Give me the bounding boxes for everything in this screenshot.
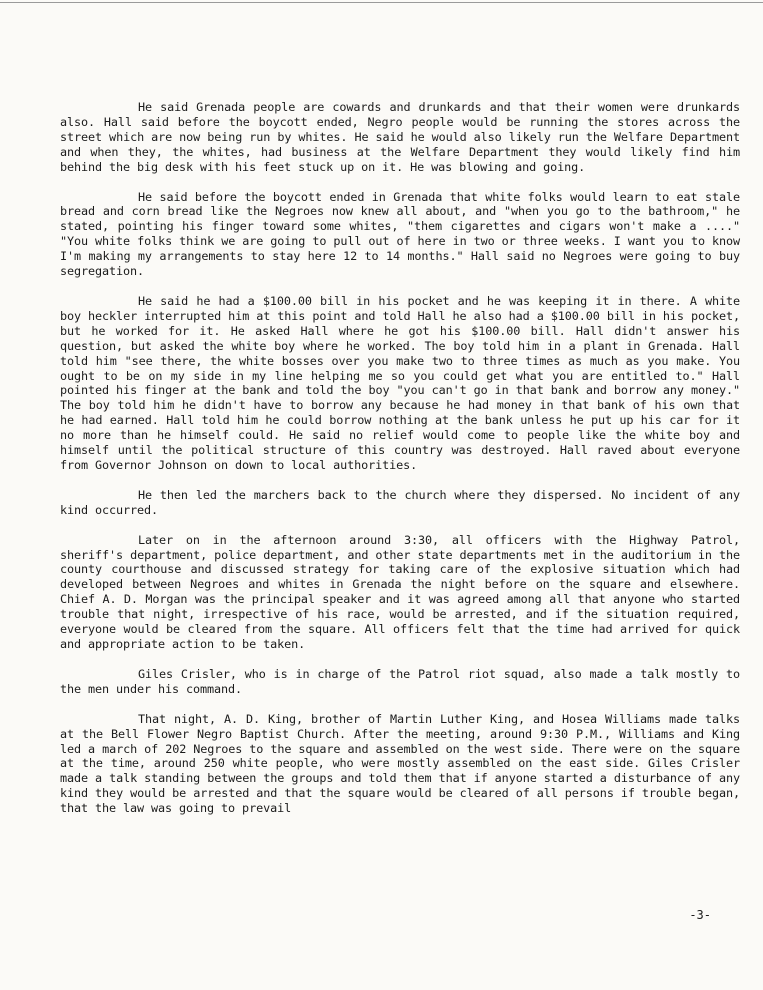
paragraph-2: He said before the boycott ended in Grenada that white folks would learn to eat stale bread and corn bread like the Negroes now knew all about, and "when you go to the bathroom," he stated, pointing his finger toward some whites, "them cigarettes and cigars won't make a ...." "You white folks think we are going to pull out of here in two or three weeks. I want you to know I'm making my arrangements to stay here 12 to 14 months." Hall said no Negroes were going to buy segregation. — [60, 189, 740, 279]
paragraph-3: He said he had a $100.00 bill in his pocket and he was keeping it in there. A white boy heckler interrupted him at this point and told Hall he also had a $100.00 bill in his pocket, but he worked for it. He asked Hall where he got his $100.00 bill. Hall didn't answer his question, but asked the white boy where he worked. The boy told him in a plant in Grenada. Hall told him "see there, the white bosses over you make two to three times as much as you make. You ought to be on my side in my line helping me so you could get what you are entitled to." Hall pointed his finger at the bank and told the boy "you can't go in that bank and borrow any money." The boy told him he didn't have to borrow any because he had money in that bank of his own that he had earned. Hall told him he could borrow nothing at the bank unless he put up his car for it no more than he himself could. He said no relief would come to people like the white boy and himself until the political structure of this country was destroyed. Hall raved about everyone from Governor Johnson on down to local authorities. — [60, 293, 740, 472]
paragraph-5: Later on in the afternoon around 3:30, all officers with the Highway Patrol, sheriff's department, police department, and other state departments met in the auditorium in the county courthouse and discussed strategy for taking care of the explosive situation which had developed between Negroes and whites in Grenada the night before on the square and elsewhere. Chief A. D. Morgan was the principal speaker and it was agreed among all that anyone who started trouble that night, irrespective of his race, would be arrested, and if the situation required, everyone would be cleared from the square. All officers felt that the time had arrived for quick and appropriate action to be taken. — [60, 532, 740, 651]
paragraph-1: He said Grenada people are cowards and drunkards and that their women were drunkards also. Hall said before the boycott ended, Negro people would be running the stores across the street which are now being run by whites. He said he would also likely run the Welfare Department and when they, the whites, had business at the Welfare Department they would likely find him behind the big desk with his feet stuck up on it. He was blowing and going. — [60, 100, 740, 174]
page-number: -3- — [689, 908, 711, 922]
paragraph-4: He then led the marchers back to the church where they dispersed. No incident of any kind occurred. — [60, 487, 740, 517]
document-page — [60, 100, 740, 831]
paragraph-6: Giles Crisler, who is in charge of the Patrol riot squad, also made a talk mostly to the men under his command. — [60, 666, 740, 696]
scan-edge-line — [0, 2, 763, 3]
paragraph-7: That night, A. D. King, brother of Martin Luther King, and Hosea Williams made talks at the Bell Flower Negro Baptist Church. After the meeting, around 9:30 P.M., Williams and King led a march of 202 Negroes to the square and assembled on the west side. There were on the square at the time, around 250 white people, who were mostly assembled on the east side. Giles Crisler made a talk standing between the groups and told them that if anyone started a disturbance of any kind they would be arrested and that the square would be cleared of all persons if trouble began, that the law was going to prevail — [60, 711, 740, 816]
